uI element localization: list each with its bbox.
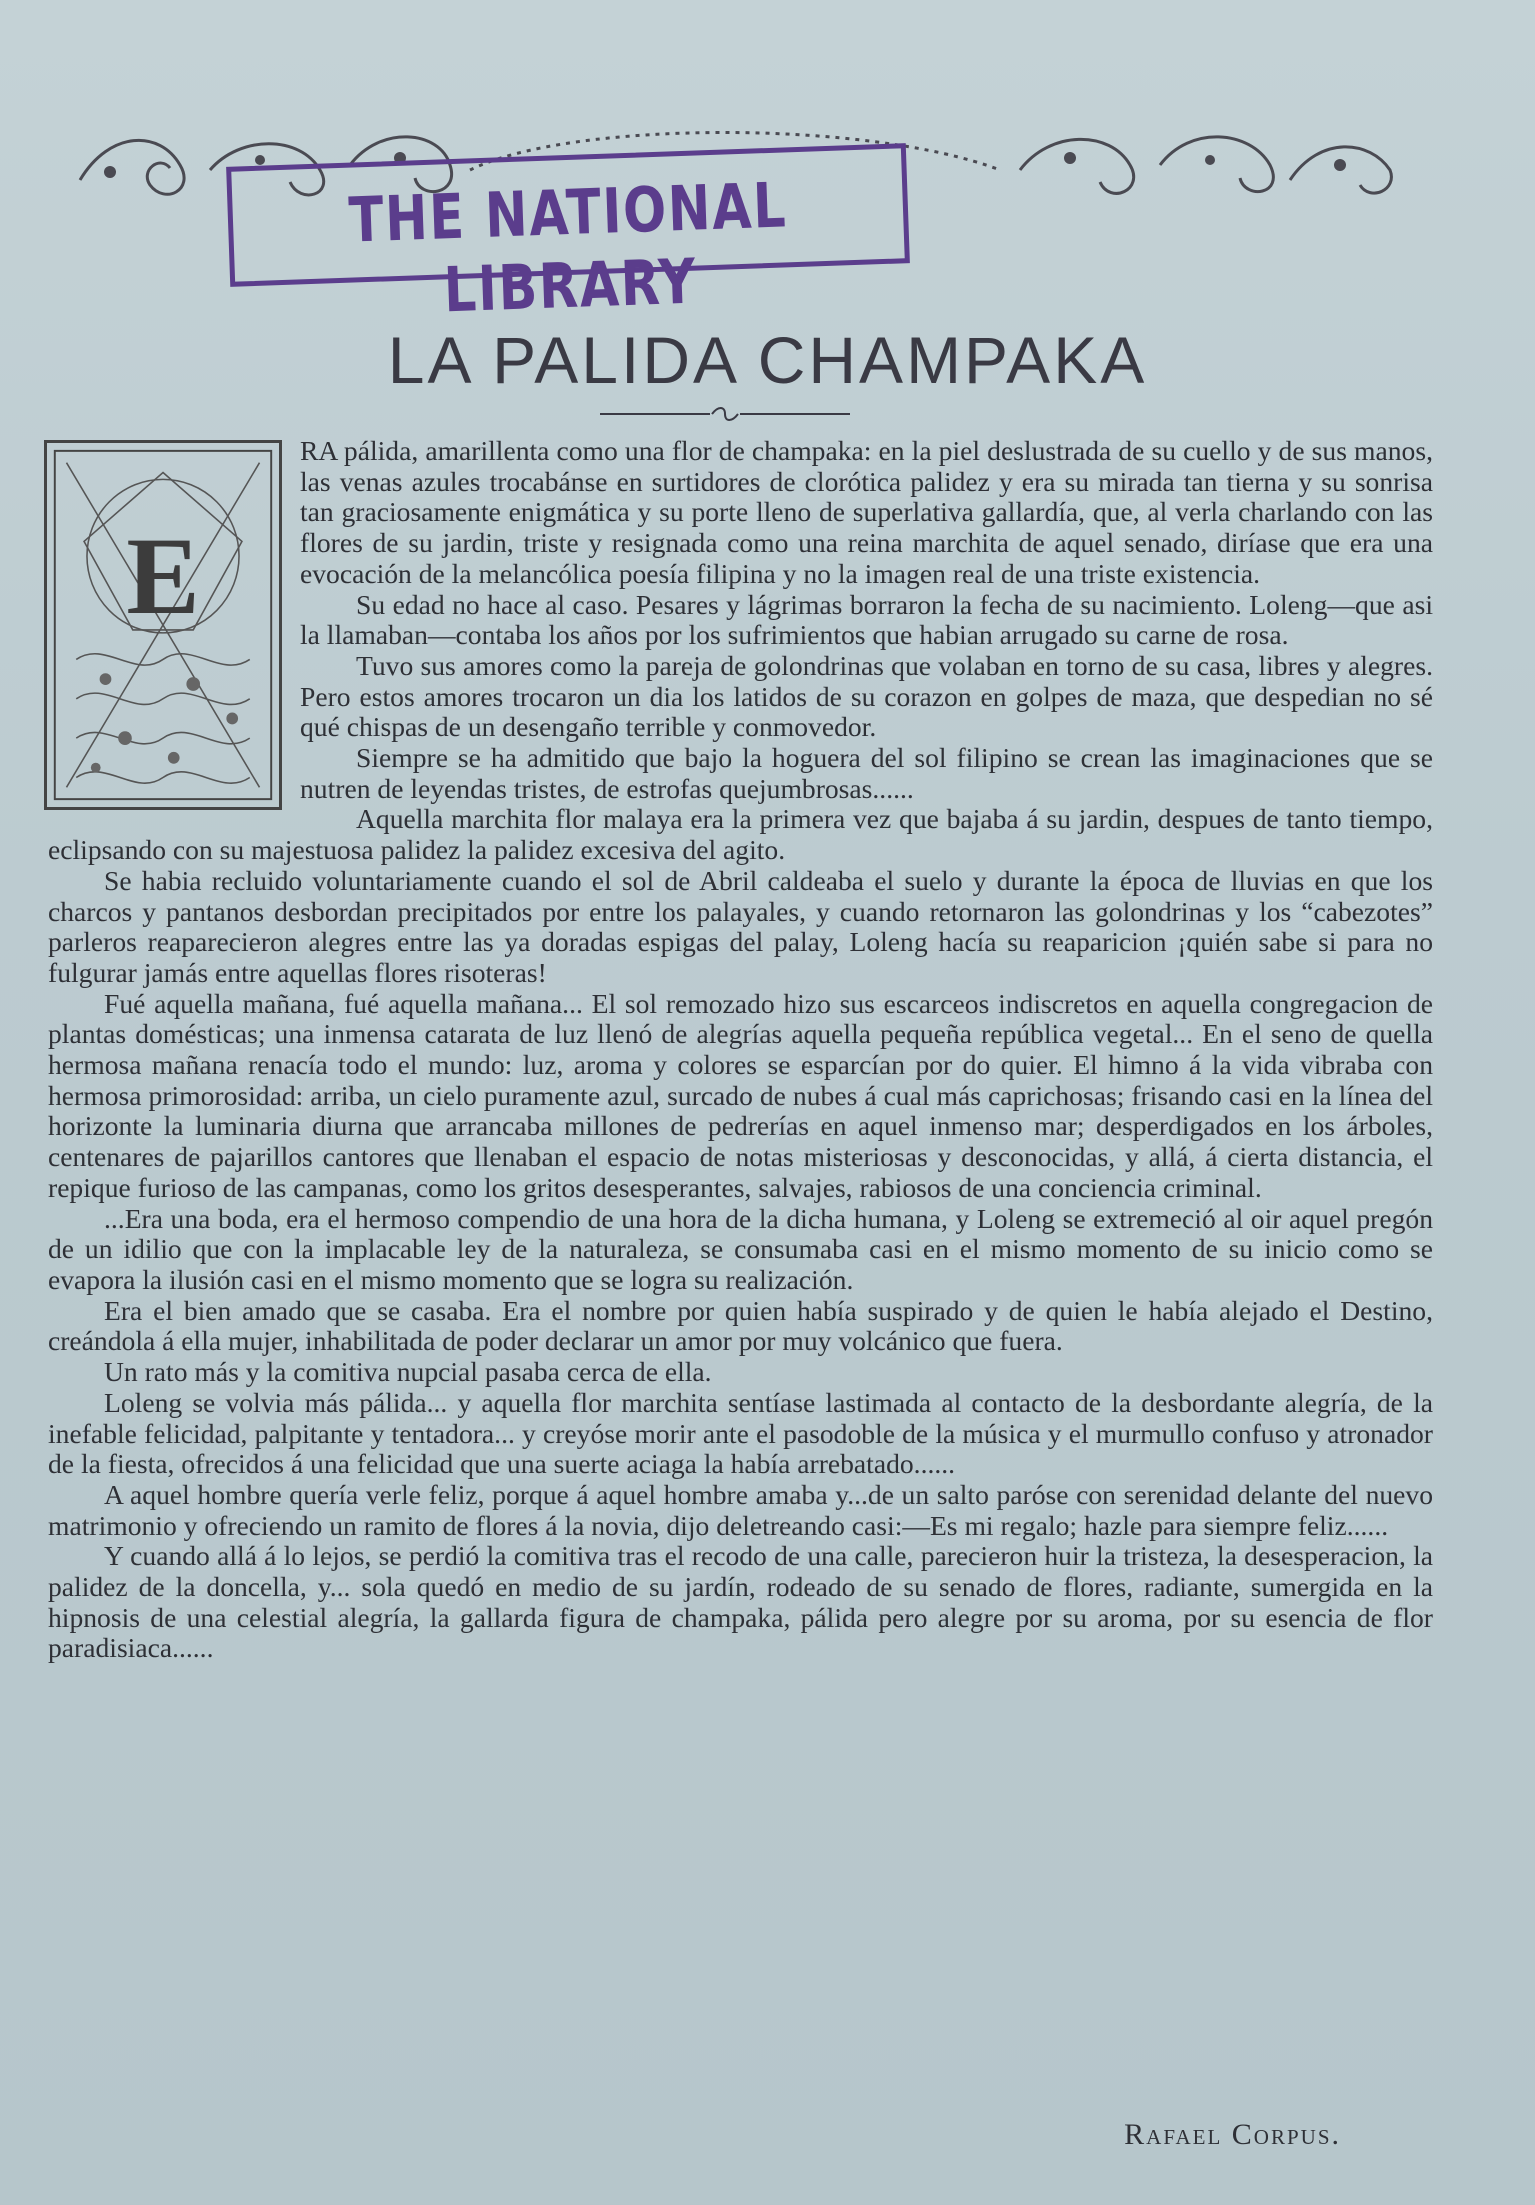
article-body	[48, 436, 1433, 1664]
paragraph: Un rato más y la comitiva nupcial pasaba cerca de ella.	[104, 1356, 712, 1388]
library-stamp	[226, 143, 910, 327]
paragraph: A aquel hombre quería verle feliz, porque á aquel hombre amaba y...de un salto paróse con serenidad delante del nuevo matrimonio y ofreciendo un ramito de flores á la novia, dijo deletreando casi:—Es mi regalo; hazle para siempre feliz......	[48, 1478, 1433, 1541]
initial-float-space	[48, 436, 300, 812]
paragraph: Loleng se volvia más pálida... y aquella flor marchita sentíase lastimada al contacto de la desbordante alegría, de la inefable felicidad, palpitante y tentadora... y creyóse morir ante el pasodoble de la música y el murmullo confuso y atronador de la fiesta, ofrecidos á una felicidad que una suerte aciaga la había arrebatado......	[48, 1386, 1433, 1480]
paragraph: RA pálida, amarillenta como una flor de champaka: en la piel deslustrada de su cuello y de sus manos, las venas azules trocabánse en surtidores de clorótica palidez y era su mirada tan tierna y su sonrisa tan graciosamente enigmática y su porte lleno de superlativa gallardía, que, al verla charlando con las flores de su jardin, triste y resignada como una reina marchita de aquel senado, diríase que era una evocación de la melancólica poesía filipina y no la imagen real de una triste existencia.	[300, 435, 1433, 589]
initial-letter: E	[126, 515, 200, 637]
paragraph: Se habia recluido voluntariamente cuando el sol de Abril caldeaba el suelo y durante la época de lluvias en que los charcos y pantanos desbordan precipitados por entre los palayales, y cuando retornaron las golondrinas y los “cabezotes” parleros reaparecieron alegres entre las ya doradas espigas del palay, Loleng hacía su reaparicion ¡quién sabe si para no fulgurar jamás entre aquellas flores risoteras!	[48, 864, 1433, 988]
author-signature: Rafael Corpus.	[1124, 2118, 1341, 2151]
paragraph: Y cuando allá á lo lejos, se perdió la comitiva tras el recodo de una calle, parecieron huir la tristeza, la desesperacion, la palidez de la doncella, y... sola quedó en medio de su jardín, rodeado de su senado de flores, radiante, sumergida en la hipnosis de una celestial alegría, la gallarda figura de champaka, pálida pero alegre por su aroma, por su esencia de flor paradisiaca......	[48, 1540, 1433, 1664]
paragraph: Era el bien amado que se casaba. Era el nombre por quien había suspirado y de quien le había alejado el Destino, creándola á ella mujer, inhabilitada de poder declarar un amor por muy volcánico que fuera.	[48, 1294, 1433, 1357]
library-stamp-text: THE NATIONAL LIBRARY	[347, 168, 789, 327]
paragraph: Su edad no hace al caso. Pesares y lágrimas borraron la fecha de su nacimiento. Loleng—que asi la llamaban—contaba los años por los sufrimientos que habian arrugado su carne de rosa.	[300, 588, 1433, 651]
paragraph: Aquella marchita flor malaya era la primera vez que bajaba á su jardin, despues de tanto tiempo, eclipsando con su majestuosa palidez la palidez excesiva del agito.	[48, 803, 1433, 866]
paragraph: Fué aquella mañana, fué aquella mañana... El sol remozado hizo sus escarceos indiscretos en aquella congregacion de plantas domésticas; una inmensa catarata de luz llenó de alegrías aquella pequeña república vegetal... En el seno de quella hermosa mañana renacía todo el mundo: luz, aroma y colores se esparcían por do quier. El himno á la vida vibraba con hermosa primorosidad: arriba, un cielo puramente azul, surcado de nubes á cual más caprichosas; frisando casi en la línea del horizonte la luminaria diurna que arrancaba millones de pedrerías en aquel inmenso mar; desperdigados en los árboles, centenares de pajarillos cantores que llenaban el espacio de notas misteriosas y desconocidas, y allá, á cierta distancia, el repique furioso de las campanas, como los gritos desesperantes, salvajes, rabiosos de una conciencia criminal.	[48, 987, 1433, 1203]
paragraph: ...Era una boda, era el hermoso compendio de una hora de la dicha humana, y Loleng se extremeció al oir aquel pregón de un idilio que con la implacable ley de la naturaleza, se consumaba casi en el mismo momento de su inicio como se evapora la ilusión casi en el mismo momento que se logra su realización.	[48, 1202, 1433, 1295]
paragraph: Siempre se ha admitido que bajo la hoguera del sol filipino se crean las imaginaciones que se nutren de leyendas tristes, de estrofas quejumbrosas......	[300, 742, 1433, 804]
article-title: LA PALIDA CHAMPAKA	[387, 323, 1148, 397]
paragraph: Tuvo sus amores como la pareja de golondrinas que volaban en torno de su casa, libres y alegres. Pero estos amores trocaron un dia los latidos de su corazon en golpes de maza, que despedian no sé qué chispas de un desengaño terrible y conmovedor.	[300, 649, 1433, 743]
title-divider	[600, 404, 850, 424]
